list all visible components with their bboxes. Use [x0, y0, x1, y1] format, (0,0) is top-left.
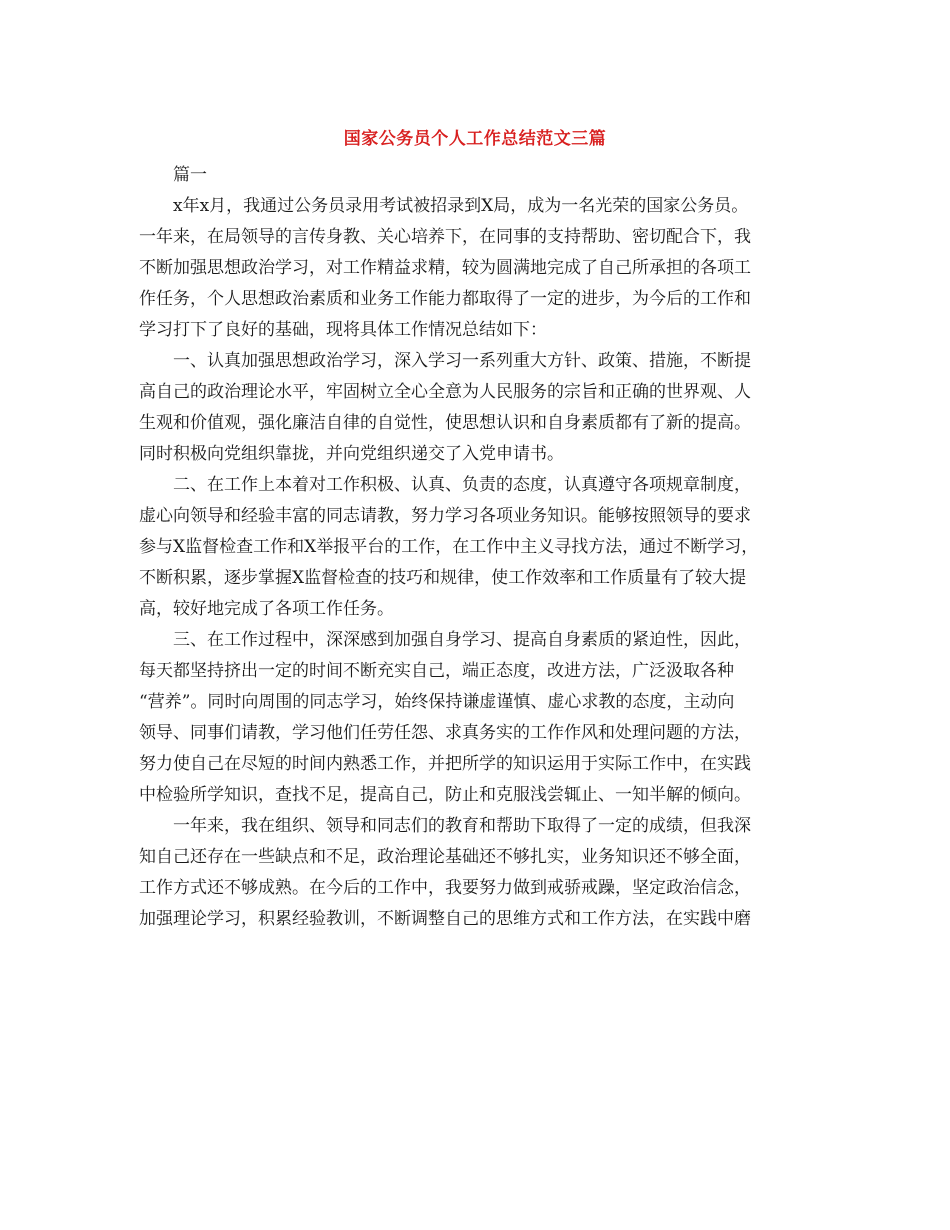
paragraph-first-line: x年x月，我通过公务员录用考试被招录到X局，成为一名光荣的国家公务员。	[173, 196, 749, 216]
paragraph-lines	[139, 191, 829, 935]
paragraph-line: 同时积极向党组织靠拢，并向党组织递交了入党申请书。	[139, 444, 564, 464]
paragraph-line: 不断积累，逐步掌握X监督检查的技巧和规律，使工作效率和工作质量有了较大提	[139, 568, 747, 588]
paragraph-line: “营养”。同时向周围的同志学习，始终保持谦虚谨慎、虚心求教的态度，主动向	[139, 692, 735, 712]
paragraph-line: 参与X监督检查工作和X举报平台的工作，在工作中主义寻找方法，通过不断学习，	[139, 537, 759, 557]
document-body	[139, 160, 829, 935]
paragraph-line: 领导、同事们请教，学习他们任劳任怨、求真务实的工作作风和处理问题的方法，	[139, 723, 751, 743]
paragraph-line: 加强理论学习，积累经验教训，不断调整自己的思维方式和工作方法，在实践中磨	[139, 909, 751, 929]
paragraph-line: 中检验所学知识，查找不足，提高自己，防止和克服浅尝辄止、一知半解的倾向。	[139, 785, 751, 805]
paragraph-line: 工作方式还不够成熟。在今后的工作中，我要努力做到戒骄戒躁，坚定政治信念，	[139, 878, 751, 898]
paragraph-line: 作任务，个人思想政治素质和业务工作能力都取得了一定的进步，为今后的工作和	[139, 289, 751, 309]
paragraph-line: 不断加强思想政治学习，对工作精益求精，较为圆满地完成了自己所承担的各项工	[139, 258, 751, 278]
paragraph-line: 一年来，在局领导的言传身教、关心培养下，在同事的支持帮助、密切配合下，我	[139, 227, 751, 247]
paragraph-line: 虚心向领导和经验丰富的同志请教，努力学习各项业务知识。能够按照领导的要求	[139, 506, 751, 526]
document-title: 国家公务员个人工作总结范文三篇	[343, 129, 607, 149]
paragraph-first-line: 一、认真加强思想政治学习，深入学习一系列重大方针、政策、措施，不断提	[173, 351, 751, 371]
paragraph-line: 每天都坚持挤出一定的时间不断充实自己，端正态度，改进方法，广泛汲取各种	[139, 661, 734, 681]
paragraph-first-line: 三、在工作过程中，深深感到加强自身学习、提高自身素质的紧迫性，因此，	[173, 630, 751, 650]
paragraph-line: 高，较好地完成了各项工作任务。	[139, 599, 394, 619]
paragraph-line: 高自己的政治理论水平，牢固树立全心全意为人民服务的宗旨和正确的世界观、人	[139, 382, 751, 402]
paragraph-line: 知自己还存在一些缺点和不足，政治理论基础还不够扎实，业务知识还不够全面，	[139, 847, 751, 867]
paragraph-line: 努力使自己在尽短的时间内熟悉工作，并把所学的知识运用于实际工作中，在实践	[139, 754, 751, 774]
paragraph-first-line: 一年来，我在组织、领导和同志们的教育和帮助下取得了一定的成绩，但我深	[173, 816, 751, 836]
section-label: 篇一	[173, 165, 207, 185]
paragraph-line: 生观和价值观，强化廉洁自律的自觉性，使思想认识和自身素质都有了新的提高。	[139, 413, 751, 433]
paragraph-first-line: 二、在工作上本着对工作积极、认真、负责的态度，认真遵守各项规章制度，	[173, 475, 751, 495]
paragraph-line: 学习打下了良好的基础，现将具体工作情况总结如下：	[139, 320, 547, 340]
